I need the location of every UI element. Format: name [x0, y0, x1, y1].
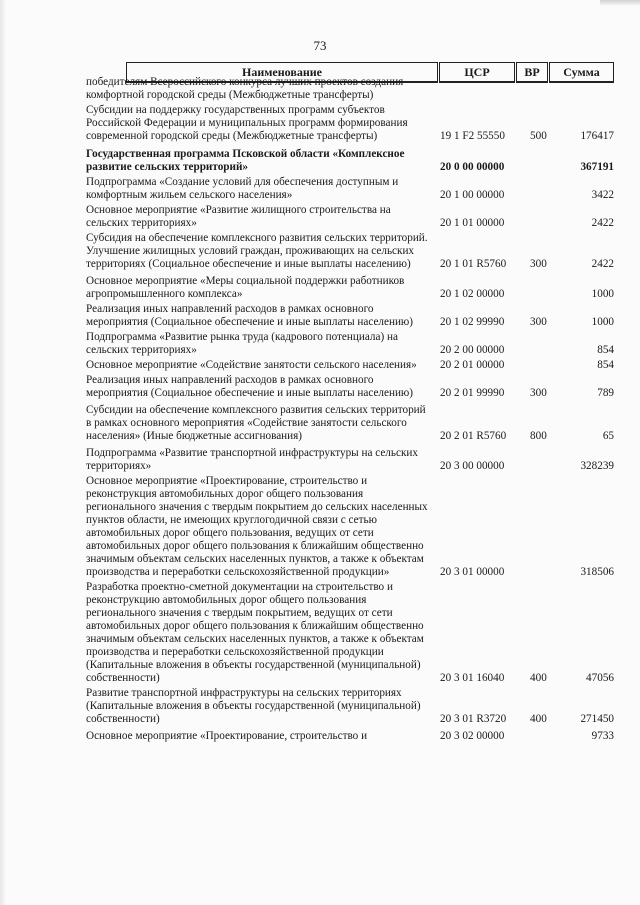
row-vr: 300 [530, 258, 547, 270]
row-name: Основное мероприятие «Проектирование, строительство и реконструкция автомобильных дорог общего пользования регионального значения с твердым покрытием до сельских населенных пунктов области, не имеющих круглогодичной связи с сетью автомобильных дорог общего пользования, ведущих от сети автомобильных дорог общего пользования к ближайшим общественно значимым объектам сельских населенных пунктов, а также к объектам производства и переработки сельскохозяйственной продукции» [86, 475, 428, 578]
row-sum: 176417 [580, 130, 614, 142]
row-csr: 20 3 01 R3720 [440, 713, 507, 725]
table-row [86, 331, 614, 357]
row-csr: 20 3 01 16040 [440, 672, 505, 684]
row-sum: 854 [597, 344, 614, 356]
table-row [86, 359, 614, 372]
row-sum: 328239 [580, 460, 614, 472]
table-row [86, 204, 614, 230]
row-sum: 367191 [580, 161, 614, 173]
row-csr: 20 3 00 00000 [440, 460, 505, 472]
row-vr: 300 [530, 316, 547, 328]
row-csr: 20 1 01 R5760 [440, 258, 507, 270]
row-sum: 1000 [591, 316, 614, 328]
row-sum: 854 [597, 359, 614, 371]
row-name: Субсидии на поддержку государственных программ субъектов Российской Федерации и муниципальных программ формирования современной городской среды (Межбюджетные трансферты) [86, 104, 408, 142]
row-sum: 9733 [591, 730, 614, 742]
row-name: Реализация иных направлений расходов в рамках основного мероприятия (Социальное обеспечение и иные выплаты населению) [86, 374, 414, 399]
row-vr: 300 [530, 387, 547, 399]
row-name: Основное мероприятие «Меры социальной поддержки работников агропромышленного комплекса» [86, 275, 405, 300]
row-sum: 271450 [580, 713, 614, 725]
table-row [86, 404, 614, 443]
row-vr: 400 [530, 713, 547, 725]
row-csr: 19 1 F2 55550 [440, 130, 505, 142]
table-row [86, 581, 614, 685]
row-sum: 2422 [591, 258, 614, 270]
row-name: Основное мероприятие «Содействие занятости сельского населения» [86, 359, 417, 371]
row-name: Субсидия на обеспечение комплексного развития сельских территорий. Улучшение жилищных условий граждан, проживающих на сельских территориях (Социальное обеспечение и иные выплаты населению) [86, 232, 428, 270]
scan-edge-shadow [0, 0, 6, 905]
row-sum: 318506 [580, 566, 614, 578]
budget-table-body [86, 76, 614, 743]
row-csr: 20 2 01 99990 [440, 387, 505, 399]
row-sum: 3422 [591, 189, 614, 201]
row-csr: 20 1 02 00000 [440, 288, 505, 300]
scan-corner-mark [600, 0, 640, 6]
row-csr: 20 1 01 00000 [440, 217, 505, 229]
row-csr: 20 2 01 R5760 [440, 430, 507, 442]
row-sum: 65 [602, 430, 614, 442]
row-name: Основное мероприятие «Развитие жилищного строительства на сельских территориях» [86, 204, 391, 229]
table-row [86, 730, 614, 743]
row-name: Подпрограмма «Развитие транспортной инфраструктуры на сельских территориях» [86, 447, 418, 472]
table-row [86, 687, 614, 726]
row-name: Подпрограмма «Создание условий для обеспечения доступным и комфортным жильем сельского населения» [86, 176, 399, 201]
row-name: Подпрограмма «Развитие рынка труда (кадрового потенциала) на сельских территориях» [86, 331, 398, 356]
row-csr: 20 1 02 99990 [440, 316, 505, 328]
row-name: победителям Всероссийского конкурса лучших проектов создания комфортной городской среды (Межбюджетные трансферты) [86, 76, 404, 101]
row-csr: 20 3 02 00000 [440, 730, 505, 742]
row-name: Разработка проектно-сметной документации на строительство и реконструкцию автомобильных дорог общего пользования регионального значения с твердым покрытием, ведущих от сети автомобильных дорог общего пользования к ближайшим общественно значимым объектам сельских населенных пунктов, а также к объектам производства и переработки сельскохозяйственной продукции (Капитальные вложения в объекты государственной (муниципальной) собственности) [86, 581, 424, 684]
row-name: Развитие транспортной инфраструктуры на сельских территориях (Капитальные вложения в объекты государственной (муниципальной) собственности) [86, 687, 421, 725]
row-sum: 47056 [586, 672, 614, 684]
row-csr: 20 3 01 00000 [440, 566, 505, 578]
row-sum: 789 [597, 387, 614, 399]
row-csr: 20 2 00 00000 [440, 344, 505, 356]
page-number: 73 [313, 38, 327, 53]
row-csr: 20 0 00 00000 [440, 161, 505, 173]
row-vr: 800 [530, 430, 547, 442]
table-row [86, 104, 614, 143]
row-name: Реализация иных направлений расходов в рамках основного мероприятия (Социальное обеспечение и иные выплаты населению) [86, 303, 414, 328]
header-csr: ЦСР [439, 62, 515, 83]
header-sum: Сумма [549, 62, 614, 83]
header-vr: ВР [516, 62, 548, 83]
row-vr: 400 [530, 672, 547, 684]
table-row [86, 303, 614, 329]
row-name: Основное мероприятие «Проектирование, строительство и [86, 730, 368, 742]
table-row [86, 475, 614, 579]
row-sum: 1000 [591, 288, 614, 300]
row-csr: 20 1 00 00000 [440, 189, 505, 201]
row-csr: 20 2 01 00000 [440, 359, 505, 371]
row-name: Субсидии на обеспечение комплексного развития сельских территорий в рамках основного мероприятия «Содействие занятости сельского населения» (Иные бюджетные ассигнования) [86, 404, 426, 442]
row-vr: 500 [530, 130, 547, 142]
table-row [86, 275, 614, 301]
header-name: Наименование [126, 62, 438, 83]
row-sum: 2422 [591, 217, 614, 229]
table-row [86, 447, 614, 473]
table-row [86, 176, 614, 202]
row-name: Государственная программа Псковской области «Комплексное развитие сельских территорий» [86, 148, 405, 173]
table-row [86, 148, 614, 174]
table-row [86, 76, 614, 102]
table-row [86, 374, 614, 400]
table-row [86, 232, 614, 271]
